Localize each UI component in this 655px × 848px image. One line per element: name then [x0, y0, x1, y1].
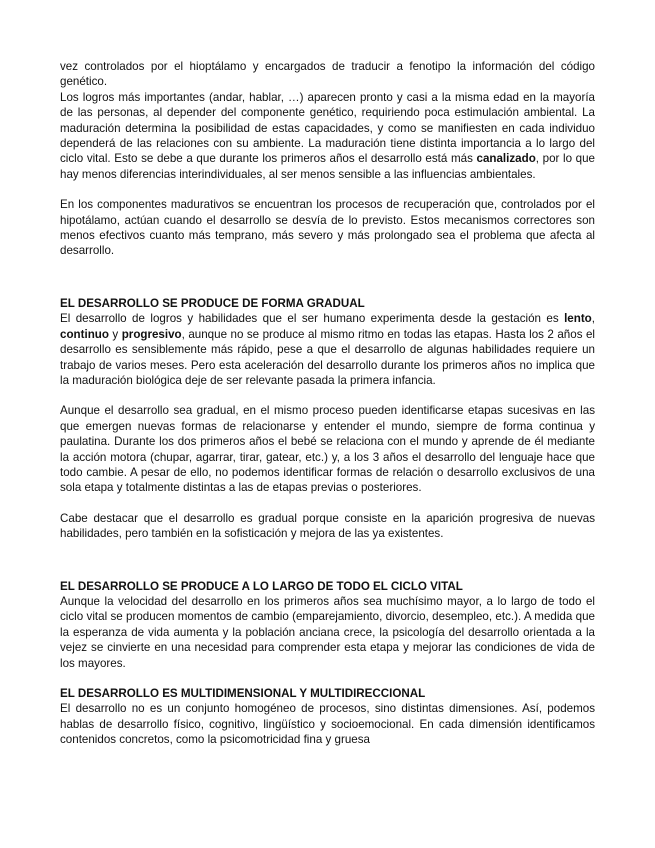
- paragraph-spacer: [60, 182, 595, 197]
- heading-gradual: EL DESARROLLO SE PRODUCE DE FORMA GRADUAL: [60, 296, 365, 310]
- paragraph-main-achievements: [60, 90, 595, 182]
- paragraph-intro-continuation: vez controlados por el hioptálamo y encargados de traducir a fenotipo la información del código genético.: [60, 60, 595, 89]
- text-run: , aunque no se produce al mismo ritmo en todas las etapas. Hasta los 2 años el desarrollo es sensiblemente más rápido, pese a que el desarrollo de algunas habilidades requiere un trabajo de varios meses. Pero esta aceleración del desarrollo durante los primeros años no implica que la maduración biológica deje de ser relevante pasada la primera infancia.: [60, 327, 595, 387]
- paragraph-multidimensional: El desarrollo no es un conjunto homogéneo de procesos, sino distintas dimensiones. Así, podemos hablas de desarrollo físico, cognitivo, lingüístico y socioemocional. En cada dimensión identificamos contenidos concretos, como la psicomotricidad fina y gruesa: [60, 702, 595, 747]
- paragraph-spacer: [60, 388, 595, 403]
- bold-lento: lento: [564, 312, 592, 326]
- text-run: El desarrollo de logros y habilidades que el ser humano experimenta desde la gestación es: [60, 312, 565, 326]
- paragraph-life-cycle: Aunque la velocidad del desarrollo en los primeros años sea muchísimo mayor, a lo largo de todo el ciclo vital se producen momentos de cambio (emparejamiento, divorcio, desempleo, etc.). A medida que la esperanza de vida aumenta y la población anciana crece, la psicología del desarrollo orientada a la vejez se cinvierte en una necesidad para comprender esta etapa y mejorar las condiciones de vida de los mayores.: [60, 594, 595, 670]
- paragraph-sophistication: Cabe destacar que el desarrollo es gradual porque consiste en la aparición progresiva de nuevas habilidades, pero también en la sofisticación y mejora de las ya existentes.: [60, 511, 595, 541]
- text-run: ,: [591, 312, 595, 326]
- paragraph-spacer: [60, 496, 595, 511]
- paragraph-stages: Aunque el desarrollo sea gradual, en el mismo proceso pueden identificarse etapas sucesivas en las que emergen nuevas formas de relacionarse y entender el mundo, siempre de forma continua y paulatina. Durante los dos primeros años el bebé se relaciona con el mundo y aprende de él mediante la acción motora (chupar, agarrar, tirar, gatear, etc.) y, a los 3 años el desarrollo del lenguaje hace que todo cambie. A pesar de ello, no podemos identificar formas de relación o desarrollo exclusivos de una sola etapa y totalmente distintas a las de etapas previas o posteriores.: [60, 404, 595, 495]
- section-spacer: [60, 259, 595, 281]
- section-spacer: [60, 281, 595, 296]
- paragraph-spacer: [60, 671, 595, 686]
- section-spacer: [60, 542, 595, 564]
- bold-canalizado: canalizado: [476, 152, 536, 166]
- text-run: Los logros más importantes (andar, hablar, …) aparecen pronto y casi a la misma edad en la mayoría de las personas, al depender del componente genético, requiriendo poca estimulación ambiental. La maduración determina la posibilidad de estas capacidades, y como se manifiesten en cada individuo dependerá de las relaciones con su ambiente. La maduración tiene distinta importancia a lo largo del ciclo vital. Esto se debe a que durante los primeros años el desarrollo está más: [60, 90, 595, 166]
- paragraph-gradual-development: [60, 311, 595, 388]
- bold-progresivo: progresivo: [121, 327, 182, 341]
- heading-life-cycle: EL DESARROLLO SE PRODUCE A LO LARGO DE TODO EL CICLO VITAL: [60, 579, 463, 593]
- text-run: , por lo que hay menos diferencias interindividuales, al ser menos sensible a las influencias ambientales.: [60, 152, 595, 181]
- paragraph-recovery-processes: En los componentes madurativos se encuentran los procesos de recuperación que, controlados por el hipotálamo, actúan cuando el desarrollo se desvía de lo previsto. Estos mecanismos correctores son menos efectivos cuanto más temprano, más severo y más prolongado sea el problema que afecta al desarrollo.: [60, 198, 595, 258]
- bold-continuo: continuo: [60, 327, 109, 341]
- section-spacer: [60, 564, 595, 579]
- text-run: y: [108, 327, 122, 341]
- heading-multidimensional: EL DESARROLLO ES MULTIDIMENSIONAL Y MULTIDIRECCIONAL: [60, 687, 426, 700]
